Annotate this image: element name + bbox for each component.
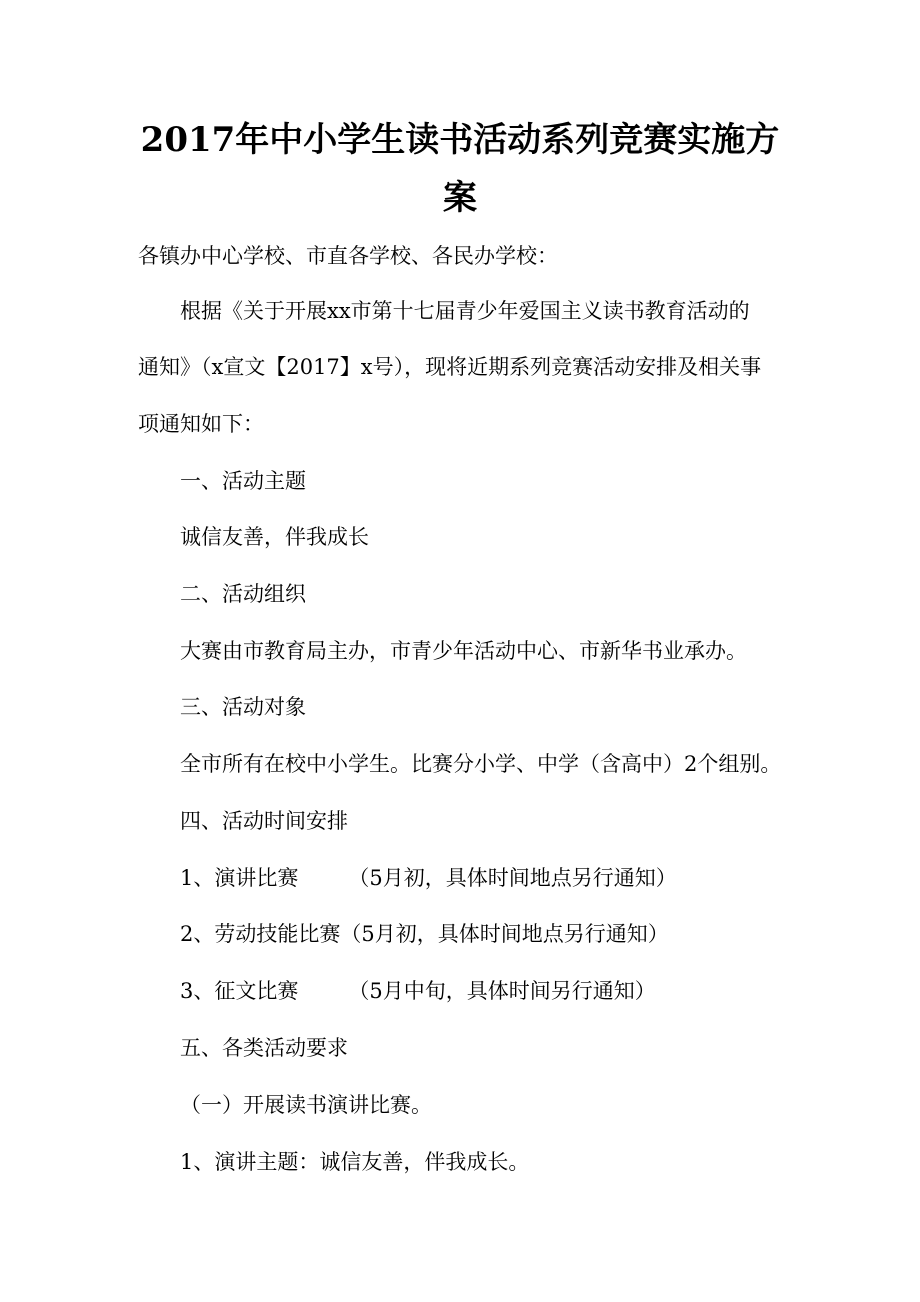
section-5-item-1: 1、演讲主题：诚信友善，伴我成长。 [180, 1150, 530, 1174]
schedule-item-time: （5月中旬，具体时间另行通知） [348, 979, 656, 1003]
section-1-heading: 一、活动主题 [180, 469, 306, 493]
schedule-item [180, 977, 656, 1005]
section-1-body: 诚信友善，伴我成长 [180, 525, 369, 549]
intro-line-3: 项通知如下： [138, 412, 264, 436]
section-3-heading: 三、活动对象 [180, 695, 306, 719]
section-3-body: 全市所有在校中小学生。比赛分小学、中学（含高中）2个组别。 [180, 752, 782, 776]
section-2-heading: 二、活动组织 [180, 582, 306, 606]
schedule-item-time: （5月初，具体时间地点另行通知） [340, 922, 669, 946]
schedule-item-name: 1、演讲比赛 [180, 866, 299, 890]
document-title-line-2: 案 [443, 178, 477, 218]
schedule-item-time: （5月初，具体时间地点另行通知） [348, 866, 677, 890]
schedule-item [180, 864, 677, 892]
section-2-body: 大赛由市教育局主办，市青少年活动中心、市新华书业承办。 [180, 639, 747, 663]
intro-line-2: 通知》（x宣文【2017】x号），现将近期系列竞赛活动安排及相关事 [138, 355, 762, 379]
section-5-subheading: （一）开展读书演讲比赛。 [180, 1093, 432, 1117]
salutation: 各镇办中心学校、市直各学校、各民办学校： [138, 244, 558, 268]
schedule-item [180, 920, 669, 948]
schedule-item-name: 3、征文比赛 [180, 979, 299, 1003]
document-title-line-1: 2017年中小学生读书活动系列竞赛实施方 [140, 120, 780, 160]
section-5-heading: 五、各类活动要求 [180, 1036, 348, 1060]
schedule-item-name: 2、劳动技能比赛 [180, 922, 341, 946]
intro-line-1: 根据《关于开展xx市第十七届青少年爱国主义读书教育活动的 [180, 299, 750, 323]
section-4-heading: 四、活动时间安排 [180, 809, 348, 833]
